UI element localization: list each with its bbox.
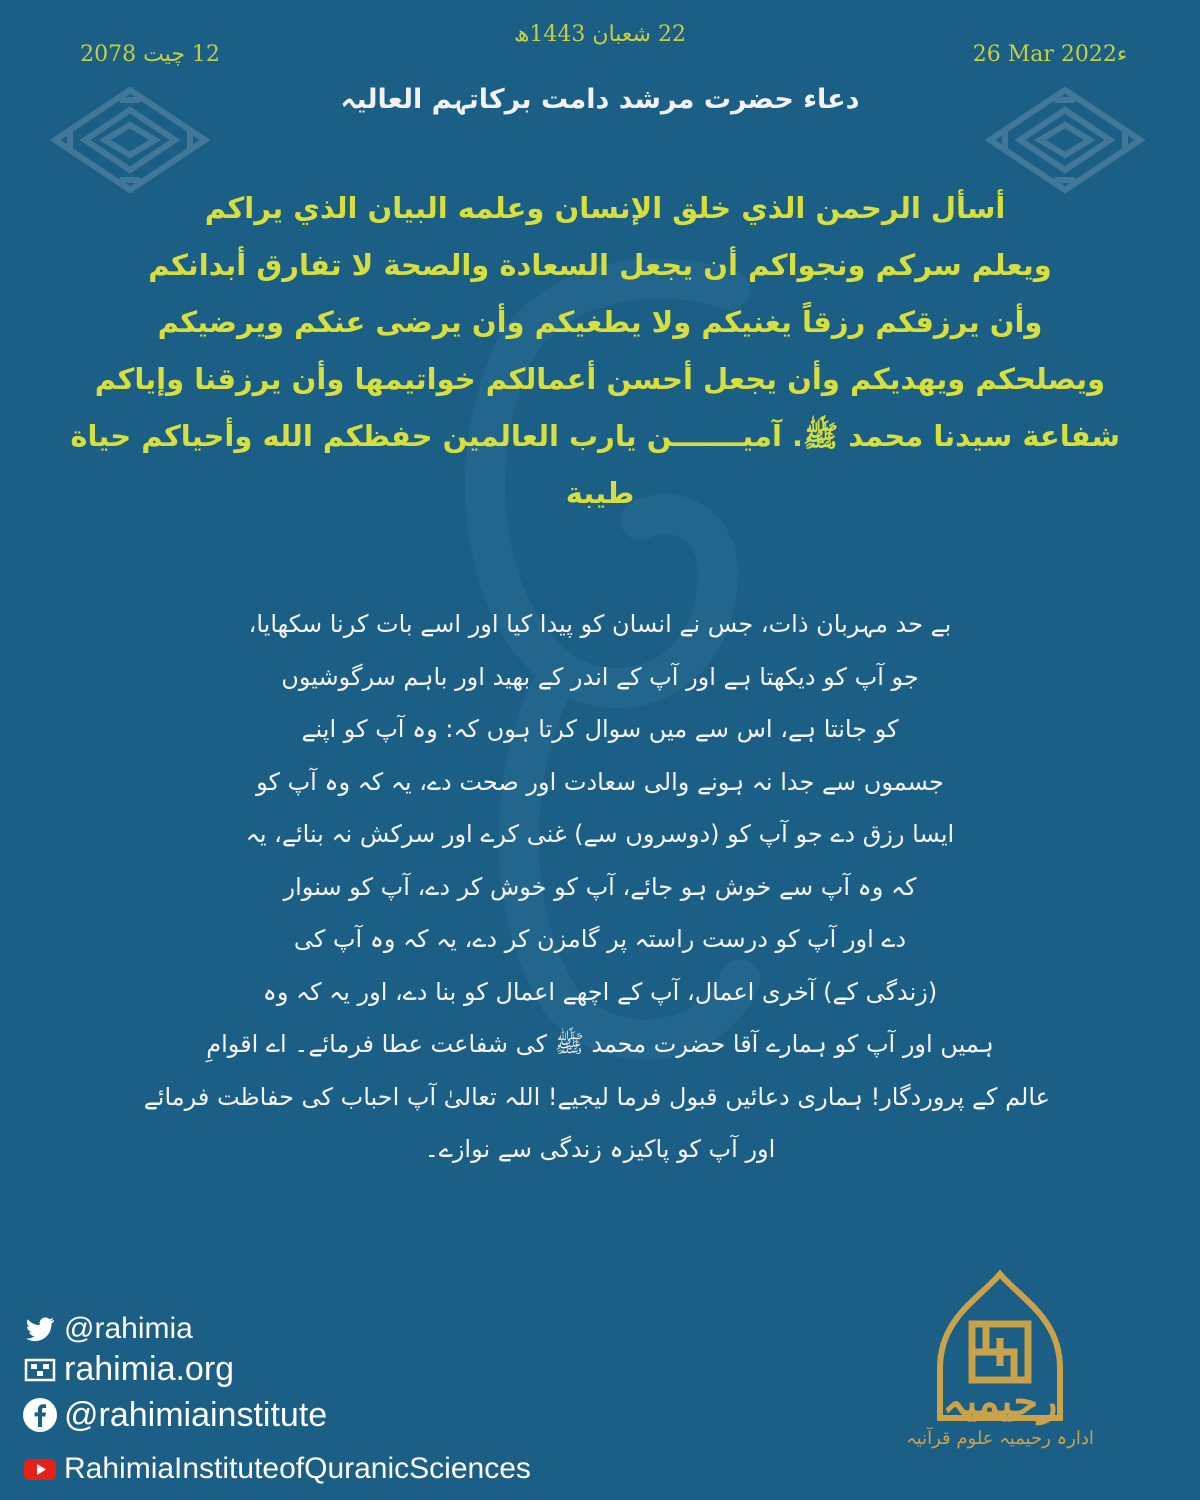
- facebook-link[interactable]: [22, 1392, 327, 1438]
- arabic-prayer: [70, 180, 1120, 522]
- date-vikram: 12 چیت 2078: [80, 42, 220, 67]
- globe-icon: [22, 1351, 58, 1387]
- arabic-line-6: طيبة: [565, 476, 635, 510]
- date-hijri: 22 شعبان 1443ھ: [514, 22, 686, 47]
- arabic-line-1: أسأل الرحمن الذي خلق الإنسان وعلمه البيان الذي يراكم ‏: [194, 191, 1006, 225]
- arabic-line-4: ويصلحكم ويهديكم وأن يجعل أحسن أعمالكم خواتيمها وأن يرزقنا وإياكم: [94, 362, 1106, 396]
- urdu-line-6: کہ وہ آپ سے خوش ہو جائے، آپ کو خوش کر دے، آپ کو سنوار: [283, 872, 917, 901]
- urdu-translation: [143, 598, 1050, 1176]
- website-url: rahimia.org: [64, 1349, 235, 1388]
- logo-name: رحیمیہ: [942, 1378, 1058, 1425]
- urdu-line-2: جو آپ کو دیکھتا ہے اور آپ کے اندر کے بھید اور باہم سرگوشیوں: [281, 662, 919, 691]
- twitter-handle: @rahimia: [64, 1312, 193, 1345]
- urdu-line-11: اور آپ کو پاکیزہ زندگی سے نوازے۔: [424, 1135, 776, 1163]
- urdu-line-7: دے اور آپ کو درست راستہ پر گامزن کر دے، یہ کہ وہ آپ کی: [293, 925, 907, 953]
- urdu-line-1: بے حد مہربان ذات، جس نے انسان کو پیدا کیا اور اسے بات کرنا سکھایا،: [248, 610, 952, 638]
- arabic-line-2: ويعلم سركم ونجواكم أن يجعل السعادة والصحة لا تفارق أبدانكم: [148, 248, 1052, 282]
- arabic-line-3: وأن يرزقكم رزقاً يغنيكم ولا يطغيكم وأن يرضى عنكم ويرضيكم: [157, 305, 1043, 339]
- page-title: دعاء حضرت مرشد دامت برکاتہم العالیہ: [340, 84, 860, 115]
- twitter-icon: [22, 1311, 58, 1347]
- urdu-line-9: ہمیں اور آپ کو ہمارے آقا حضرت محمد ﷺ کی شفاعت عطا فرمائے۔ اے اقوامِ: [206, 1030, 994, 1058]
- urdu-line-3: کو جانتا ہے، اس سے میں سوال کرتا ہوں کہ: وہ آپ کو اپنے: [301, 715, 899, 743]
- urdu-line-10: عالم کے پروردگار! ہماری دعائیں قبول فرما لیجیے! اللہ تعالیٰ آپ احباب کی حفاظت فرمائے: [143, 1082, 1050, 1111]
- youtube-channel: RahimiaInstituteofQuranicSciences: [64, 1452, 531, 1485]
- urdu-line-8: (زندگی کے) آخری اعمال، آپ کے اچھے اعمال کو بنا دے، اور یہ کہ وہ: [262, 977, 938, 1006]
- logo-subtitle: ادارہ رحیمیہ علوم قرآنیہ: [906, 1428, 1094, 1449]
- urdu-line-4: جسموں سے جدا نہ ہونے والی سعادت اور صحت دے، یہ کہ وہ آپ کو: [256, 767, 944, 796]
- arabic-line-5: شفاعة سيدنا محمد ﷺ. آميـــــــن يارب العالمين حفظكم الله وأحياكم حياة: [70, 419, 1120, 453]
- youtube-link[interactable]: [22, 1446, 531, 1492]
- facebook-handle: @rahimiainstitute: [64, 1395, 328, 1434]
- facebook-icon: [22, 1397, 58, 1433]
- date-gregorian: 26 Mar 2022ء: [972, 42, 1128, 67]
- website-link[interactable]: [22, 1346, 234, 1392]
- youtube-icon: [22, 1451, 58, 1487]
- urdu-line-5: ایسا رزق دے جو آپ کو (دوسروں سے) غنی کرے اور سرکش نہ بنائے، یہ: [245, 820, 955, 848]
